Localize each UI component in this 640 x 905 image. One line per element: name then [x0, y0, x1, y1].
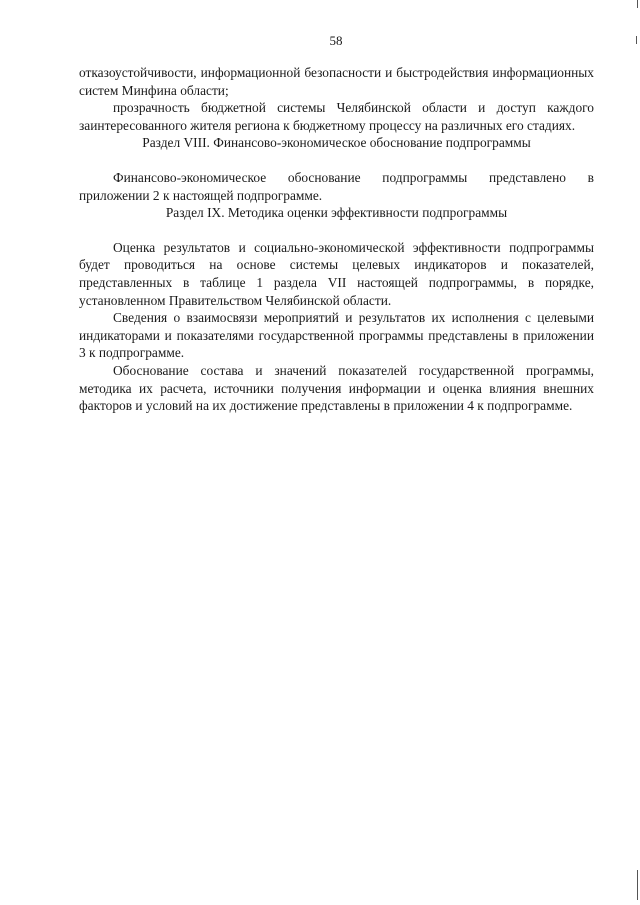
document-body — [79, 64, 594, 415]
paragraph-evaluation: Оценка результатов и социально-экономической эффективности подпрограммы будет проводиться на основе системы целевых индикаторов и показателей, представленных в таблице 1 раздела VII настоящей подпрограммы, в порядке, установленном Правительством Челябинской области. — [79, 239, 594, 308]
scan-edge-mark-mid — [636, 36, 637, 44]
page-number: 58 — [329, 33, 343, 48]
paragraph-justification-indicators: Обоснование состава и значений показателей государственной программы, методика их расчета, источники получения информации и оценка влияния внешних факторов и условий на их достижение представлены в приложении 4 к подпрограмме. — [79, 362, 594, 414]
section-heading-viii: Раздел VIII. Финансово-экономическое обоснование подпрограммы — [142, 135, 531, 151]
scan-edge-mark-top — [637, 0, 638, 8]
paragraph-transparency: прозрачность бюджетной системы Челябинской области и доступ каждого заинтересованного жителя региона к бюджетному процессу на различных его стадиях. — [79, 100, 594, 133]
paragraph-continuation: отказоустойчивости, информационной безопасности и быстродействия информационных систем Минфина области; — [79, 65, 594, 98]
section-heading-ix: Раздел IX. Методика оценки эффективности подпрограммы — [165, 205, 508, 221]
paragraph-financial-justification: Финансово-экономическое обоснование подпрограммы представлено в приложении 2 к настоящей подпрограмме. — [79, 169, 594, 203]
scan-edge-mark-bottom — [637, 870, 638, 900]
paragraph-relationship: Сведения о взаимосвязи мероприятий и результатов их исполнения с целевыми индикаторами и показателями государственной программы представлены в приложении 3 к подпрограмме. — [79, 310, 594, 361]
